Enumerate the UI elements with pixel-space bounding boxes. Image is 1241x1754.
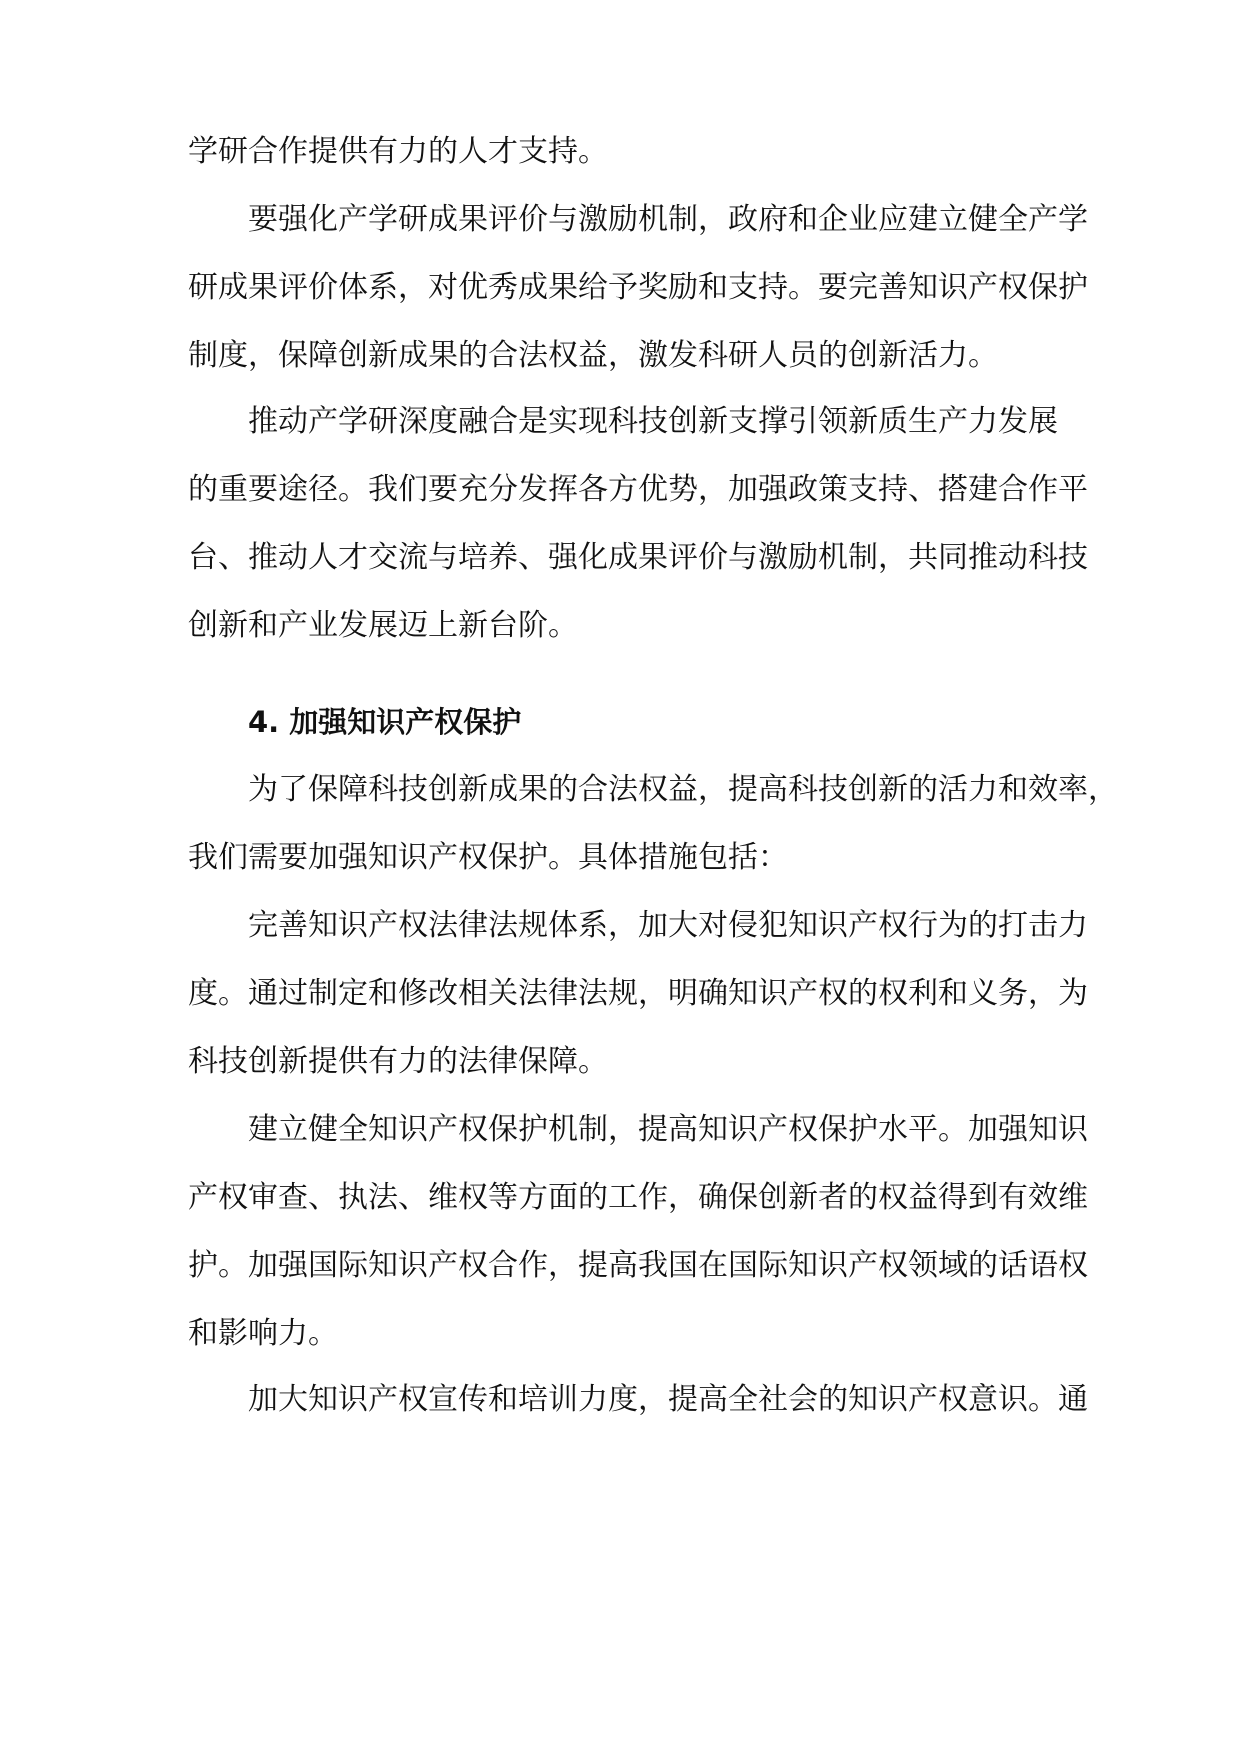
- paragraph-line: 和影响力。: [188, 1316, 338, 1351]
- paragraph-line: 加大知识产权宣传和培训力度，提高全社会的知识产权意识。通: [248, 1382, 1088, 1417]
- paragraph-line: 要强化产学研成果评价与激励机制，政府和企业应建立健全产学: [248, 202, 1088, 237]
- section-heading: 4. 加强知识产权保护: [248, 705, 522, 739]
- paragraph-line: 我们需要加强知识产权保护。具体措施包括：: [188, 840, 788, 875]
- paragraph-line: 护。加强国际知识产权合作，提高我国在国际知识产权领域的话语权: [188, 1248, 1088, 1283]
- paragraph-line: 度。通过制定和修改相关法律法规，明确知识产权的权利和义务，为: [188, 976, 1088, 1011]
- paragraph-line: 学研合作提供有力的人才支持。: [188, 134, 608, 169]
- paragraph-line: 建立健全知识产权保护机制，提高知识产权保护水平。加强知识: [248, 1112, 1088, 1147]
- paragraph-line: 产权审查、执法、维权等方面的工作，确保创新者的权益得到有效维: [188, 1180, 1088, 1215]
- paragraph-line: 研成果评价体系，对优秀成果给予奖励和支持。要完善知识产权保护: [188, 270, 1088, 305]
- paragraph-line: 的重要途径。我们要充分发挥各方优势，加强政策支持、搭建合作平: [188, 472, 1088, 507]
- paragraph-line: 推动产学研深度融合是实现科技创新支撑引领新质生产力发展: [248, 404, 1058, 439]
- paragraph-line: 制度，保障创新成果的合法权益，激发科研人员的创新活力。: [188, 338, 998, 373]
- paragraph-line: 完善知识产权法律法规体系，加大对侵犯知识产权行为的打击力: [248, 908, 1088, 943]
- paragraph-line: 台、推动人才交流与培养、强化成果评价与激励机制，共同推动科技: [188, 540, 1088, 575]
- paragraph-line: 科技创新提供有力的法律保障。: [188, 1044, 608, 1079]
- paragraph-line: 为了保障科技创新成果的合法权益，提高科技创新的活力和效率，: [248, 772, 1118, 807]
- paragraph-line: 创新和产业发展迈上新台阶。: [188, 608, 578, 643]
